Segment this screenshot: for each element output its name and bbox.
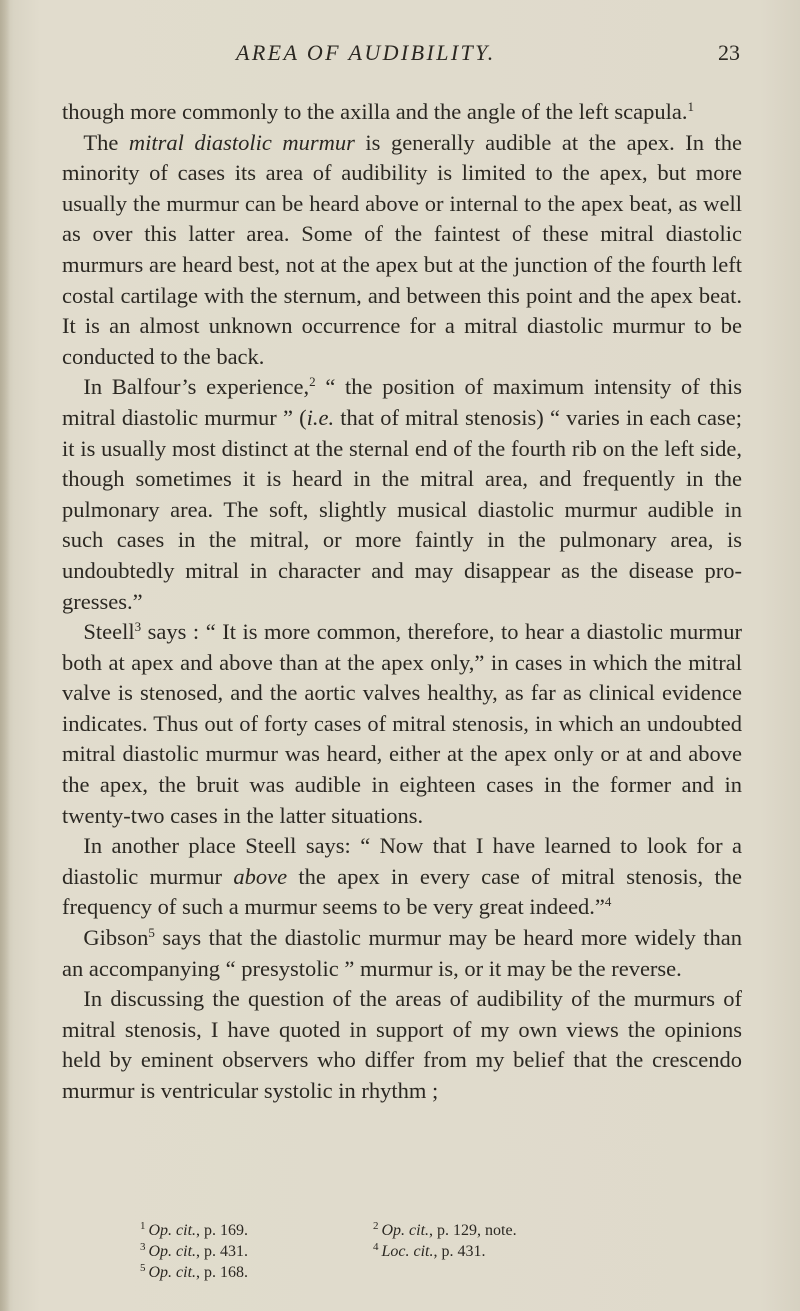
footnote-row xyxy=(140,1220,700,1241)
footnote-row xyxy=(140,1262,700,1283)
paragraph: In Balfour’s experience,$^2$ “ the position of maximum intensity of this mitral diastolic murmur ” (i.e. that of mitral stenosis) “ varies in each case; it is usually most distinct at the sternal end of the fourth rib on the left side, though sometimes it is heard in the mitral area, and frequently in the pulmonary area. The soft, slightly musical diastolic murmur audible in such cases in the mitral, or more faintly in the pulmonary area, is undoubtedly mitral in character and may disappear as the disease pro-gresses.” xyxy=(62,374,743,614)
footnote-ref: 4 xyxy=(604,894,612,910)
paragraph: In another place Steell says: “ Now that I have learned to look for a diastolic murmur above the apex in every case of mitral stenosis, the frequency of such a murmur seems to be very great indeed.”$^4$ xyxy=(62,833,742,920)
page-binding-edge xyxy=(0,0,10,1311)
emphasis: above xyxy=(233,863,288,889)
footnote: $^3$ Op. cit., p. 431. xyxy=(140,1241,249,1260)
footnotes xyxy=(140,1220,700,1283)
footnote-row xyxy=(140,1241,700,1262)
paragraph: Steell$^3$ says : “ It is more common, therefore, to hear a diastolic murmur both at apex and above than at the apex only,” in cases in which the mitral valve is stenosed, and the aortic valves healthy, as far as clinical evidence indicates. Thus out of forty cases of mitral stenosis, in which an undoubted mitral diastolic murmur was heard, either at the apex only or at and above the apex, the bruit was audible in eighteen cases in the former and in twenty-two cases in the latter situations. xyxy=(62,619,742,828)
paragraph: Gibson$^5$ says that the diastolic murmur may be heard more widely than an accompanying “ presystolic ” murmur is, or it may be the reverse. xyxy=(62,925,742,981)
footnote: $^2$ Op. cit., p. 129, note. xyxy=(373,1220,517,1239)
page-number: 23 xyxy=(718,40,740,65)
running-head: AREA OF AUDIBILITY. xyxy=(236,40,496,65)
footnote: $^1$ Op. cit., p. 169. xyxy=(140,1220,249,1239)
paragraph: In discussing the question of the areas of audibility of the murmurs of mitral stenosis, I have quoted in support of my own views the opinions held by eminent observers who differ from my belief that the crescendo murmur is ventricular systolic in rhythm ; xyxy=(62,986,742,1103)
footnote-ref: 2 xyxy=(309,374,316,390)
emphasis: mitral diastolic murmur xyxy=(128,129,355,155)
footnote-ref: 3 xyxy=(134,619,142,635)
footnote-ref: 1 xyxy=(687,99,694,114)
paragraph: The mitral diastolic murmur is generally audible at the apex. In the minority of cases its area of audibility is limited to the apex, but more usually the murmur can be heard above or internal to the apex beat, as well as over this latter area. Some of the faintest of these mitral diastolic murmurs are heard best, not at the apex but at the junction of the fourth left costal cartilage with the sternum, and between this point and the apex beat. It is an almost unknown occurrence for a mitral diastolic murmur to be conducted to the back. xyxy=(62,129,742,369)
footnote: $^4$ Loc. cit., p. 431. xyxy=(373,1241,486,1260)
footnote-ref: 5 xyxy=(148,925,155,941)
paragraph: though more commonly to the axilla and the angle of the left scapula.$^1$ xyxy=(62,99,694,124)
footnote: $^5$ Op. cit., p. 168. xyxy=(140,1262,249,1281)
emphasis: i.e. xyxy=(306,404,335,430)
page-header xyxy=(0,40,800,70)
body-text xyxy=(62,97,742,1107)
